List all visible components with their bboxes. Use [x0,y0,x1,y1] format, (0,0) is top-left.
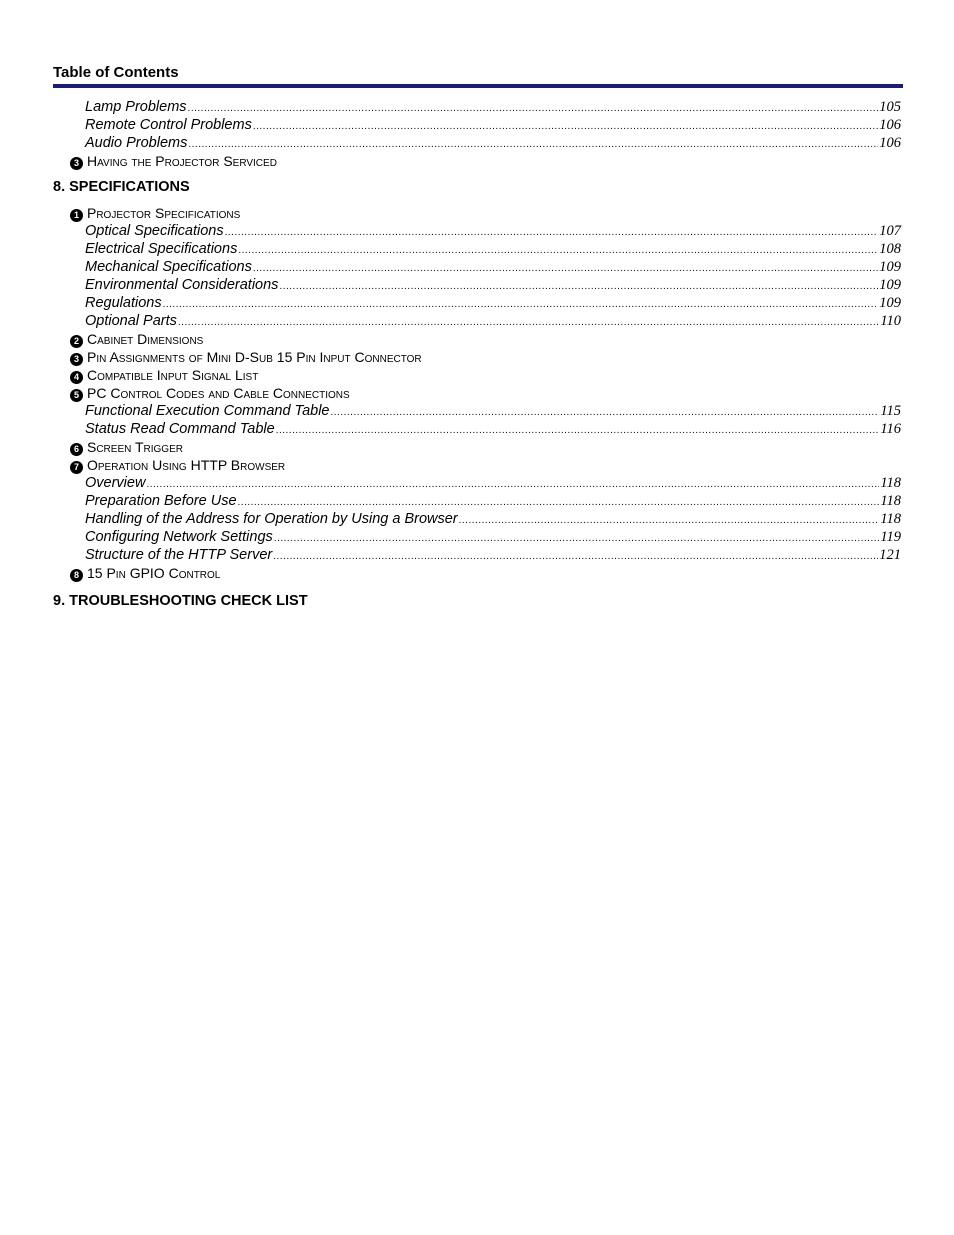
toc-page-number: 109 [879,277,901,293]
toc-subsection-label: Pin Assignments of Mini D-Sub 15 Pin Input Connector [87,349,422,365]
section-heading-troubleshooting[interactable]: 9. TROUBLESHOOTING CHECK LIST [53,593,308,609]
circled-number-icon: 7 [70,461,83,474]
toc-subsection-pin-assignments[interactable] [53,348,903,366]
toc-entry-lamp-problems[interactable] [53,98,903,116]
dot-leader [146,476,879,494]
toc-subsection-operation-http-browser[interactable] [53,456,903,474]
toc-entry-label: Overview [85,475,146,491]
toc-subsection-compatible-input-signal-list[interactable] [53,366,903,384]
toc-entry-overview[interactable] [53,474,903,492]
toc-entry-optical-specifications[interactable] [53,222,903,240]
toc-page-number: 107 [879,223,901,239]
toc-page-number: 109 [879,295,901,311]
dot-leader [163,296,879,314]
toc-subsection-label: Operation Using HTTP Browser [87,457,286,473]
toc-page-number: 121 [879,547,901,563]
toc-subsection-pc-control-codes[interactable] [53,384,903,402]
toc-entry-label: Structure of the HTTP Server [85,547,273,563]
toc-entry-label: Status Read Command Table [85,421,275,437]
toc-entry-label: Audio Problems [85,135,188,151]
toc-page [53,64,903,618]
toc-subsection-15-pin-gpio-control[interactable] [53,564,903,582]
toc-entry-optional-parts[interactable] [53,312,903,330]
toc-entry-preparation-before-use[interactable] [53,492,903,510]
section-heading-specifications[interactable]: 8. SPECIFICATIONS [53,179,190,195]
toc-entry-electrical-specifications[interactable] [53,240,903,258]
toc-subsection-label: 15 Pin GPIO Control [87,565,221,581]
toc-page-number: 106 [879,135,901,151]
toc-subsection-label: Projector Specifications [87,205,241,221]
toc-page-number: 118 [880,493,901,509]
dot-leader [188,100,879,118]
circled-number-icon: 3 [70,353,83,366]
toc-page-number: 119 [880,529,901,545]
toc-subsection-having-projector-serviced[interactable] [53,152,903,170]
dot-leader [238,242,878,260]
toc-entry-remote-control-problems[interactable] [53,116,903,134]
toc-entry-label: Electrical Specifications [85,241,238,257]
toc-subsection-label: Cabinet Dimensions [87,331,204,347]
toc-entry-audio-problems[interactable] [53,134,903,152]
toc-entry-label: Functional Execution Command Table [85,403,330,419]
toc-subsection-screen-trigger[interactable] [53,438,903,456]
toc-subsection-cabinet-dimensions[interactable] [53,330,903,348]
toc-page-number: 105 [879,99,901,115]
toc-page-number: 118 [880,511,901,527]
dot-leader [273,548,878,566]
dot-leader [188,136,878,154]
circled-number-icon: 8 [70,569,83,582]
toc-entry-handling-address[interactable] [53,510,903,528]
toc-subsection-label: Screen Trigger [87,439,183,455]
toc-entry-environmental-considerations[interactable] [53,276,903,294]
toc-subsection-projector-specifications[interactable] [53,204,903,222]
toc-entry-label: Environmental Considerations [85,277,279,293]
toc-page-number: 116 [880,421,901,437]
toc-subsection-label: Having the Projector Serviced [87,153,277,169]
toc-subsection-label: PC Control Codes and Cable Connections [87,385,350,401]
dot-leader [253,118,878,136]
toc-entry-mechanical-specifications[interactable] [53,258,903,276]
toc-entry-configuring-network-settings[interactable] [53,528,903,546]
toc-page-number: 118 [880,475,901,491]
toc-entry-functional-execution-command-table[interactable] [53,402,903,420]
dot-leader [459,512,880,530]
toc-entry-status-read-command-table[interactable] [53,420,903,438]
dot-leader [276,422,880,440]
circled-number-icon: 6 [70,443,83,456]
toc-entry-label: Optional Parts [85,313,177,329]
dot-leader [253,260,878,278]
toc-page-number: 108 [879,241,901,257]
toc-page-number: 106 [879,117,901,133]
toc-entry-label: Preparation Before Use [85,493,237,509]
toc-page-number: 115 [880,403,901,419]
toc-entry-label: Remote Control Problems [85,117,252,133]
toc-entry-label: Configuring Network Settings [85,529,273,545]
toc-entry-label: Handling of the Address for Operation by Using a Browser [85,511,458,527]
toc-entry-label: Mechanical Specifications [85,259,252,275]
toc-subsection-label: Compatible Input Signal List [87,367,259,383]
toc-page-number: 109 [879,259,901,275]
toc-entry-label: Regulations [85,295,162,311]
toc-entry-label: Lamp Problems [85,99,187,115]
circled-number-icon: 2 [70,335,83,348]
toc-entry-regulations[interactable] [53,294,903,312]
circled-number-icon: 5 [70,389,83,402]
circled-number-icon: 1 [70,209,83,222]
toc-entry-structure-http-server[interactable] [53,546,903,564]
header-divider [53,84,903,88]
dot-leader [279,278,878,296]
dot-leader [331,404,880,422]
dot-leader [225,224,879,242]
toc-page-number: 110 [880,313,901,329]
circled-number-icon: 4 [70,371,83,384]
circled-number-icon: 3 [70,157,83,170]
dot-leader [274,530,880,548]
toc-entry-label: Optical Specifications [85,223,224,239]
dot-leader [178,314,879,332]
page-title: Table of Contents [53,64,179,81]
